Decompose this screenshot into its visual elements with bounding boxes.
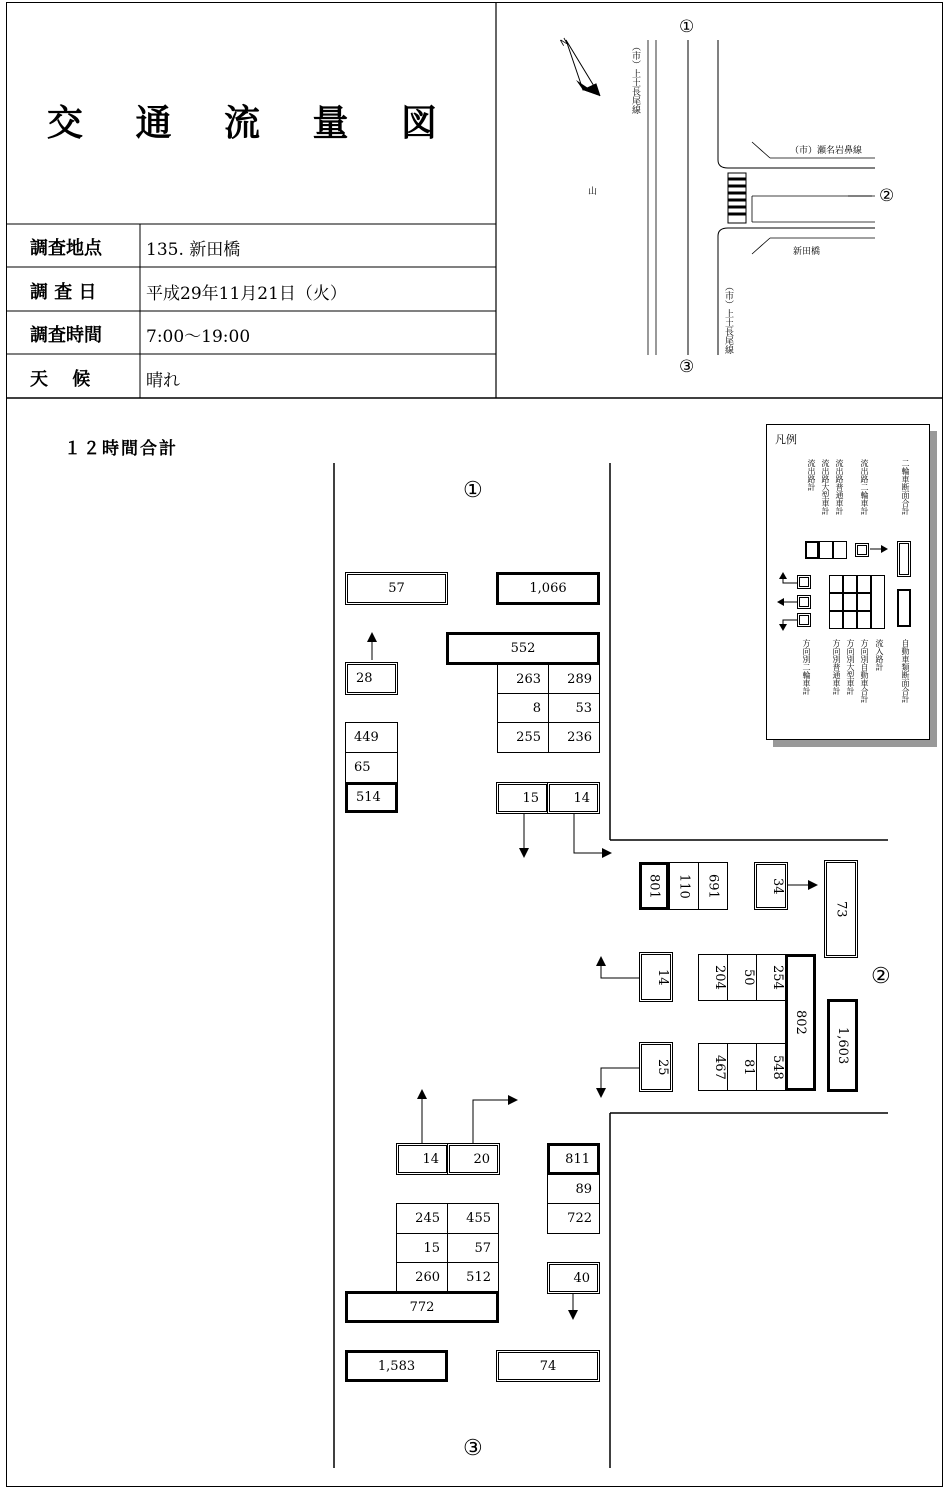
legend-label-dir-auto: 方向別自動車合計 [860,639,869,703]
n3-in-total: 772 [345,1291,499,1323]
n2-moto-total: 73 [824,860,858,958]
legend-label-out-total: 流出路計 [807,459,816,491]
map-leg2-label: ② [879,186,895,206]
legend-label-out-large: 流出路大型車計 [821,459,830,515]
n3-grid-5: 512 [447,1262,499,1293]
n1-out-1: 65 [345,752,398,783]
n2-grid-top-1: 50 [727,954,757,1001]
n2-grid-bottom-2: 548 [756,1043,786,1091]
n1-out-2: 514 [345,782,398,813]
road-bottom-label: （市）上土長尾線 [723,282,733,354]
page-title: 交 通 流 量 図 [46,103,458,144]
n2-out-1: 110 [669,862,699,910]
mountain-label: 山 [588,187,598,197]
label-weather: 天 候 [30,369,91,390]
section-title: １２時間合計 [64,439,178,459]
legend-label-dir-normal: 方向別普通車計 [832,639,841,695]
label-time: 調査時間 [30,325,102,346]
n2-in-total: 802 [785,954,816,1091]
n3-grid-1: 455 [447,1203,499,1234]
n3-auto-total: 1,583 [345,1350,448,1382]
legend-title: 凡例 [775,433,797,446]
n1-grid-0: 263 [497,664,549,694]
n3-moto-out: 40 [547,1262,600,1294]
legend-label-out-normal: 流出路普通車計 [835,459,844,515]
n1-in-total: 552 [446,632,600,665]
map-leg1-label: ① [679,17,695,37]
value-location: 135. 新田橋 [146,240,241,260]
n1-auto-total: 1,066 [496,572,600,605]
n3-out-0: 811 [547,1143,600,1175]
label-date: 調 査 日 [30,282,97,303]
n3-out-1: 89 [547,1174,600,1204]
leg3-label: ③ [463,1436,483,1461]
n2-moto-left: 25 [639,1042,673,1092]
n1-out-0: 449 [345,722,398,753]
n2-grid-bottom-1: 81 [727,1043,757,1091]
road-top-label: （市）上土長尾線 [630,42,640,114]
n2-out-0: 801 [639,862,669,910]
n3-grid-0: 245 [396,1203,448,1234]
bridge-label: 新田橋 [793,247,821,257]
n3-moto-dir-1: 20 [447,1143,500,1175]
n3-grid-4: 260 [396,1262,448,1293]
n1-grid-2: 8 [497,693,549,723]
n3-grid-2: 15 [396,1233,448,1263]
legend-label-auto-section: 自動車類断面合計 [901,639,910,703]
n1-grid-1: 289 [548,664,600,694]
n2-grid-bottom-0: 467 [698,1043,728,1091]
n1-moto-right: 28 [345,662,398,695]
road-right-label: （市）瀬名岩鼻線 [790,146,863,156]
n2-auto-total: 1,603 [827,999,858,1092]
value-date: 平成29年11月21日（火） [146,284,347,304]
n2-grid-top-2: 254 [756,954,786,1001]
n2-grid-top-0: 204 [698,954,728,1001]
n1-grid-5: 236 [548,722,600,753]
leg1-label: ① [463,478,483,503]
legend-label-out-moto: 流出路二輪車計 [860,459,869,515]
n3-moto-dir-0: 14 [396,1143,449,1175]
n3-moto-total: 74 [496,1350,600,1382]
n1-moto-dir-0: 15 [496,782,549,814]
legend-box [766,424,930,740]
value-time: 7:00～19:00 [146,327,251,347]
label-location: 調査地点 [30,238,102,259]
map-leg3-label: ③ [679,357,695,377]
n2-moto-right: 14 [639,952,673,1002]
n1-moto-total: 57 [345,572,448,605]
legend-label-moto-section: 二輪車断面合計 [901,459,910,515]
value-weather: 晴れ [146,371,180,391]
north-label: N [558,36,570,50]
n1-grid-4: 255 [497,722,549,753]
n1-moto-dir-1: 14 [547,782,600,814]
n2-moto-out: 34 [754,862,788,910]
leg2-label: ② [871,964,891,989]
n2-out-2: 691 [698,862,728,910]
legend-label-in-total: 流入路計 [875,639,884,671]
n3-grid-3: 57 [447,1233,499,1263]
legend-label-dir-large: 方向別大型車計 [846,639,855,695]
n3-out-2: 722 [547,1203,600,1234]
n1-grid-3: 53 [548,693,600,723]
legend-label-dir-moto: 方向別二輪車計 [802,639,811,695]
